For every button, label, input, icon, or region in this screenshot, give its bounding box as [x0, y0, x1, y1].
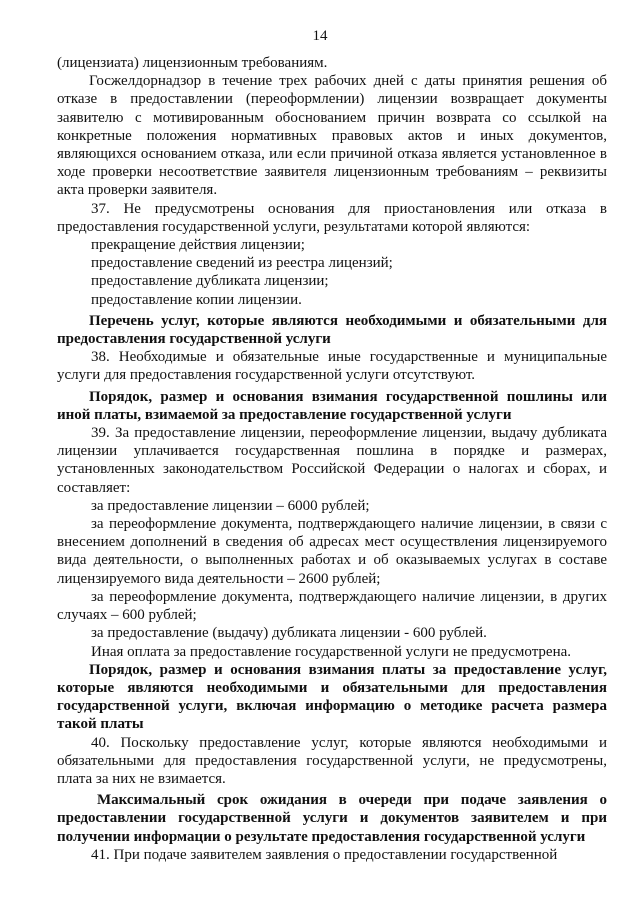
- list-item: прекращение действия лицензии;: [91, 237, 305, 254]
- section-heading: Порядок, размер и основания взимания платы за предоставление услуг, которые являются необходимыми и обязательными для предоставления государственной услуги, включая информацию о методике расчета размера такой платы: [57, 661, 607, 733]
- list-item: за переоформление документа, подтверждающего наличие лицензии, в других случаях – 600 рублей;: [57, 588, 607, 624]
- list-item: за предоставление лицензии – 6000 рублей;: [91, 497, 370, 514]
- paragraph-40: 40. Поскольку предоставление услуг, которые являются необходимыми и обязательными для предоставления государственной услуги, не предусмотрены, плата за них не взимается.: [57, 734, 607, 787]
- paragraph-38: 38. Необходимые и обязательные иные государственные и муниципальные услуги для предоставления государственной услуги отсутствуют.: [57, 349, 607, 384]
- section-heading: Перечень услуг, которые являются необходимыми и обязательными для предоставления государственной услуги: [57, 312, 607, 348]
- list-item: предоставление копии лицензии.: [91, 291, 302, 308]
- paragraph-continuation: (лицензиата) лицензионным требованиям.: [57, 55, 328, 71]
- document-body: [57, 54, 607, 864]
- paragraph-41: 41. При подаче заявителем заявления о предоставлении государственной: [91, 846, 558, 863]
- section-heading: Порядок, размер и основания взимания государственной пошлины или иной платы, взимаемой за предоставление государственной услуги: [57, 388, 607, 423]
- list-item: за переоформление документа, подтверждающего наличие лицензии, в связи с внесением дополнений в сведения об адресах мест осуществления лицензируемого вида деятельности, о выполненных работах и об оказываемых услугах в составе лицензируемого вида деятельности – 2600 рублей;: [57, 516, 607, 587]
- paragraph-39: 39. За предоставление лицензии, переоформление лицензии, выдачу дубликата лицензии уплачивается государственная пошлина в порядке и размерах, установленных законодательством Российской Федерации о налогах и сборах, и составляет:: [57, 425, 607, 496]
- paragraph-37: 37. Не предусмотрены основания для приостановления или отказа в предоставления государственной услуги, результатами которой являются:: [57, 200, 607, 235]
- list-item: предоставление дубликата лицензии;: [91, 273, 329, 290]
- list-item: за предоставление (выдачу) дубликата лицензии - 600 рублей.: [91, 625, 487, 642]
- page-number: 14: [312, 28, 328, 44]
- paragraph-other-payment: Иная оплата за предоставление государственной услуги не предусмотрена.: [91, 643, 572, 660]
- list-item: предоставление сведений из реестра лицензий;: [91, 255, 393, 272]
- paragraph-return-of-documents: Госжелдорнадзор в течение трех рабочих дней с даты принятия решения об отказе в предоставлении (переоформлении) лицензии возвращает документы заявителю с мотивированным обоснованием причин возврата со ссылкой на конкретные положения нормативных правовых актов и иных документов, являющихся основанием отказа, или если причиной отказа является установленное в ходе проверки несоответствие заявителя лицензионным требованиям – реквизиты акта проверки заявителя.: [57, 73, 607, 199]
- section-heading: Максимальный срок ожидания в очереди при подаче заявления о предоставлении государственной услуги и документов заявителем и при получении информации о результате предоставления государственной услуги: [57, 792, 607, 845]
